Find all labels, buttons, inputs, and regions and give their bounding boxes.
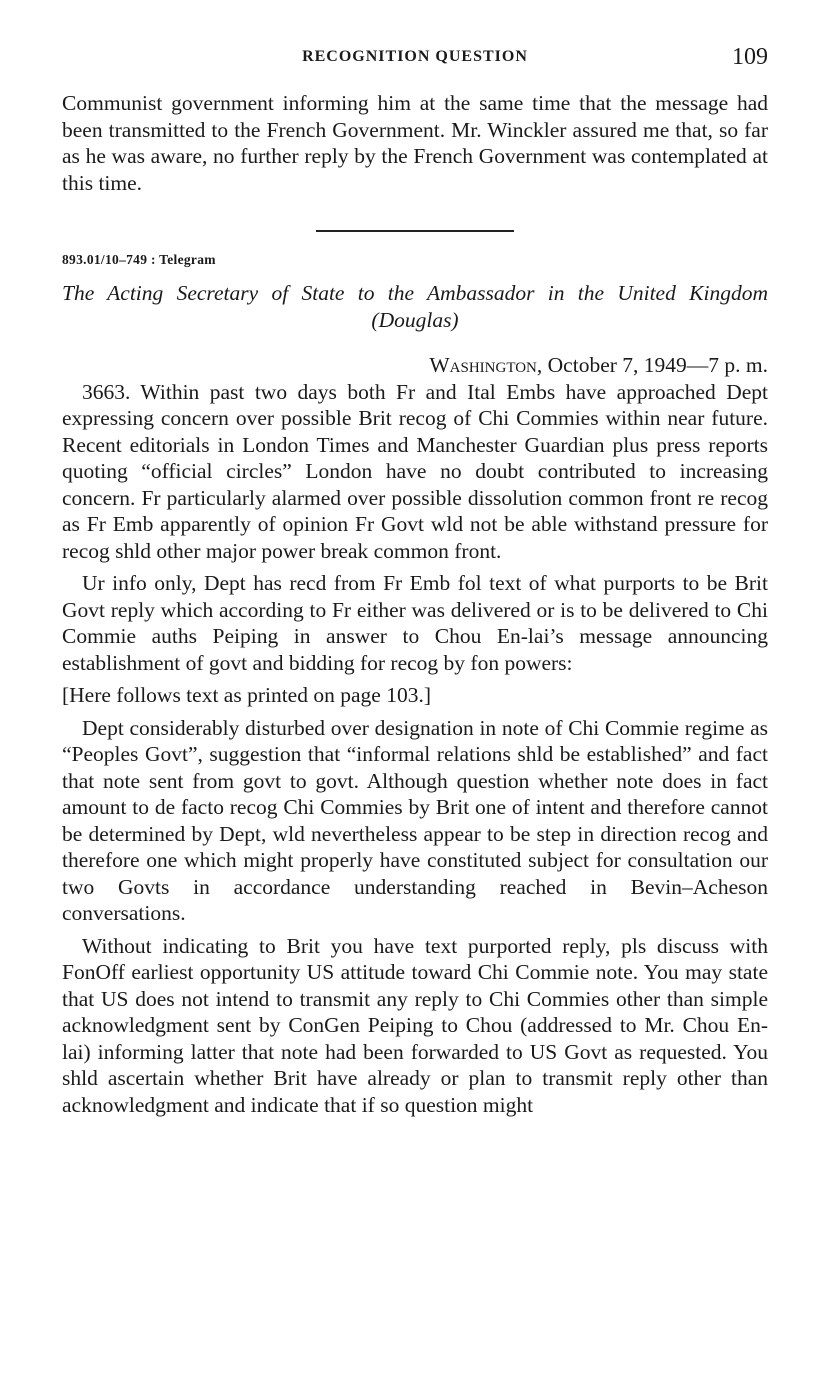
continued-paragraph: Communist government informing him at the same time that the message had been transmitted to the French Government. Mr. Winckler assured me that, so far as he was aware, no further reply by the French Government was contemplated at this time. bbox=[62, 91, 768, 195]
document-heading: The Acting Secretary of State to the Ambassador in the United Kingdom (Douglas) bbox=[62, 281, 768, 332]
file-reference: 893.01/10–749 : Telegram bbox=[62, 252, 216, 267]
body-paragraph-1: 3663. Within past two days both Fr and Ital Embs have approached Dept expressing concern over possible Brit recog of Chi Commies within near future. Recent editorials in London Times and Manchester Guardian plus press reports quoting “official circles” London have no doubt contributed to increasing concern. Fr particularly alarmed over possible dissolution common front re recog as Fr Emb apparently of opinion Fr Govt wld not be able withstand pressure for recog shld other major power break common front. bbox=[62, 379, 768, 563]
editorial-note: [Here follows text as printed on page 103.] bbox=[62, 683, 431, 707]
document-page bbox=[62, 40, 768, 1118]
body-paragraph-3: Dept considerably disturbed over designation in note of Chi Commie regime as “Peoples Govt”, suggestion that “informal relations shld be established” and fact that note sent from govt to govt. Although question whether note does in fact amount to de facto recog Chi Commies by Brit one of intent and therefore cannot be determined by Dept, wld nevertheless appear to be step in direction recog and therefore one which might properly have constituted subject for consultation our two Govts in accordance understanding reached in Bevin–Acheson conversations. bbox=[62, 715, 768, 925]
section-divider bbox=[316, 230, 514, 232]
dateline-place: Washington bbox=[429, 353, 537, 377]
running-head bbox=[62, 40, 768, 76]
body-paragraph-4: Without indicating to Brit you have text purported reply, pls discuss with FonOff earliest opportunity US attitude toward Chi Commie note. You may state that US does not intend to transmit any reply to Chi Commies other than simple acknowledgment sent by ConGen Peiping to Chou (addressed to Mr. Chou En-lai) informing latter that note had been forwarded to US Govt as requested. You shld ascertain whether Brit have already or plan to transmit reply other than acknowledgment and indicate that if so question might bbox=[62, 933, 768, 1117]
dateline bbox=[62, 352, 768, 379]
page-number: 109 bbox=[732, 44, 768, 70]
body-paragraph-2: Ur info only, Dept has recd from Fr Emb fol text of what purports to be Brit Govt reply which according to Fr either was delivered or is to be delivered to Chi Commie auths Peiping in answer to Chou En-lai’s message announcing establishment of govt and bidding for recog by fon powers: bbox=[62, 571, 768, 675]
running-title: RECOGNITION QUESTION bbox=[302, 48, 528, 65]
dateline-date: , October 7, 1949—7 p. m. bbox=[536, 353, 768, 377]
